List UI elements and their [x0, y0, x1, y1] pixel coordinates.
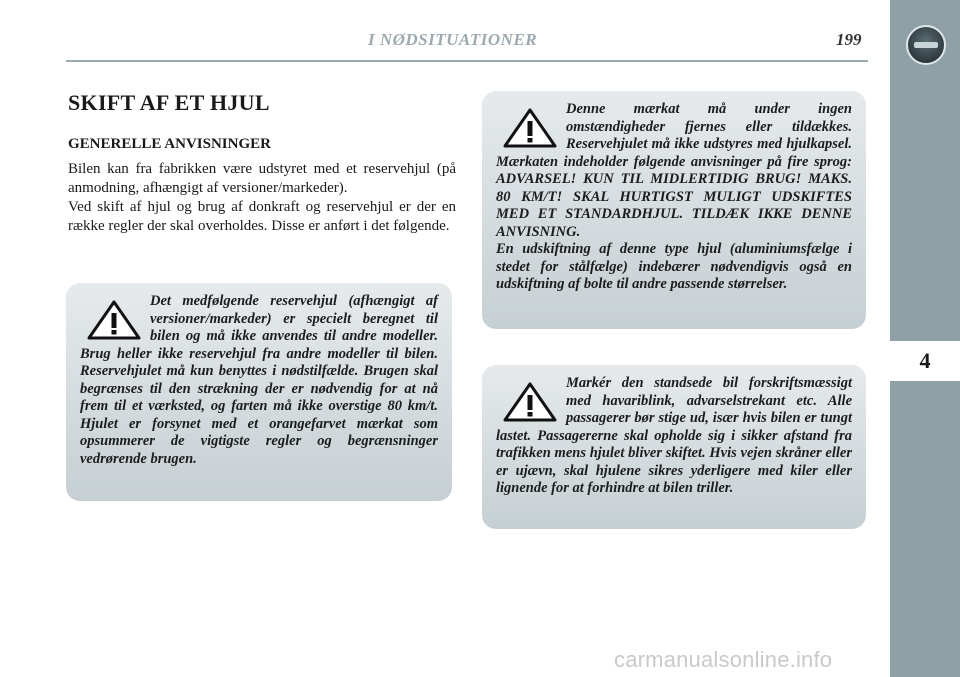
- lancia-logo-icon: [906, 25, 946, 65]
- warning-text: Markér den standsede bil forskriftsmæssigt med havariblink, advarselstrekant etc. Alle passagerer bør stige ud, især hvis bilen er tungt lastet. Passagererne skal opholde sig i sikker afstand fra trafikken mens hjulet bliver skiftet. Hvis vejen skråner eller er ujævn, skal hjulene sikres yderligere med kiler eller lignende for at forhindre at bilen triller.: [496, 375, 852, 496]
- header-divider: [66, 60, 868, 62]
- body-paragraph: Ved skift af hjul og brug af donkraft og reservehjul er der en række regler der skal overholdes. Disse er anført i det følgende.: [68, 199, 456, 234]
- body-text: [68, 160, 456, 236]
- section-subheading: GENERELLE ANVISNINGER: [68, 136, 271, 152]
- section-heading: SKIFT AF ET HJUL: [68, 90, 270, 115]
- warning-text-continued: En udskiftning af denne type hjul (aluminiumsfælge i stedet for stålfælge) indebærer nødvendigvis også en udskiftning af bolte til andre passende størrelser.: [496, 241, 852, 292]
- chapter-sidebar: [890, 0, 960, 677]
- body-paragraph: Bilen kan fra fabrikken være udstyret med et reservehjul (på anmodning, afhængigt af versioner/markeder).: [68, 161, 456, 196]
- warning-box: [482, 365, 866, 529]
- warning-triangle-icon: [502, 107, 558, 149]
- watermark: carmanualsonline.info: [614, 647, 833, 672]
- warning-triangle-icon: [86, 299, 142, 341]
- warning-triangle-icon: [502, 381, 558, 423]
- warning-text: Det medfølgende reservehjul (afhængigt af versioner/markeder) er specielt beregnet til bilen og må ikke anvendes til andre modeller. Brug heller ikke reservehjul fra andre modeller til bilen. Reservehjulet må kun benyttes i nødstilfælde. Brugen skal begrænses til den strækning der er nødvendig for at nå frem til et værksted, og farten må ikke overstige 80 km/t. Hjulet er forsynet med et orangefarvet mærkat som opsummerer de vigtigste regler og begrænsninger vedrørende brugen.: [80, 293, 438, 467]
- chapter-header-title: I NØDSITUATIONER: [368, 30, 538, 49]
- warning-box: [66, 283, 452, 501]
- warning-box: [482, 91, 866, 329]
- warning-text: Denne mærkat må under ingen omstændigheder fjernes eller tildækkes. Reservehjulet må ikke udstyres med hjulkapsel. Mærkaten indeholder følgende anvisninger på fire sprog: ADVARSEL! KUN TIL MIDLERTIDIG BRUG! MAKS. 80 KM/T! SKAL HURTIGST MULIGT UDSKIFTES MED ET STANDARDHJUL. TILDÆK IKKE DENNE ANVISNING.: [496, 101, 852, 240]
- page-number: 199: [836, 30, 862, 49]
- chapter-number-tab: 4: [890, 341, 960, 381]
